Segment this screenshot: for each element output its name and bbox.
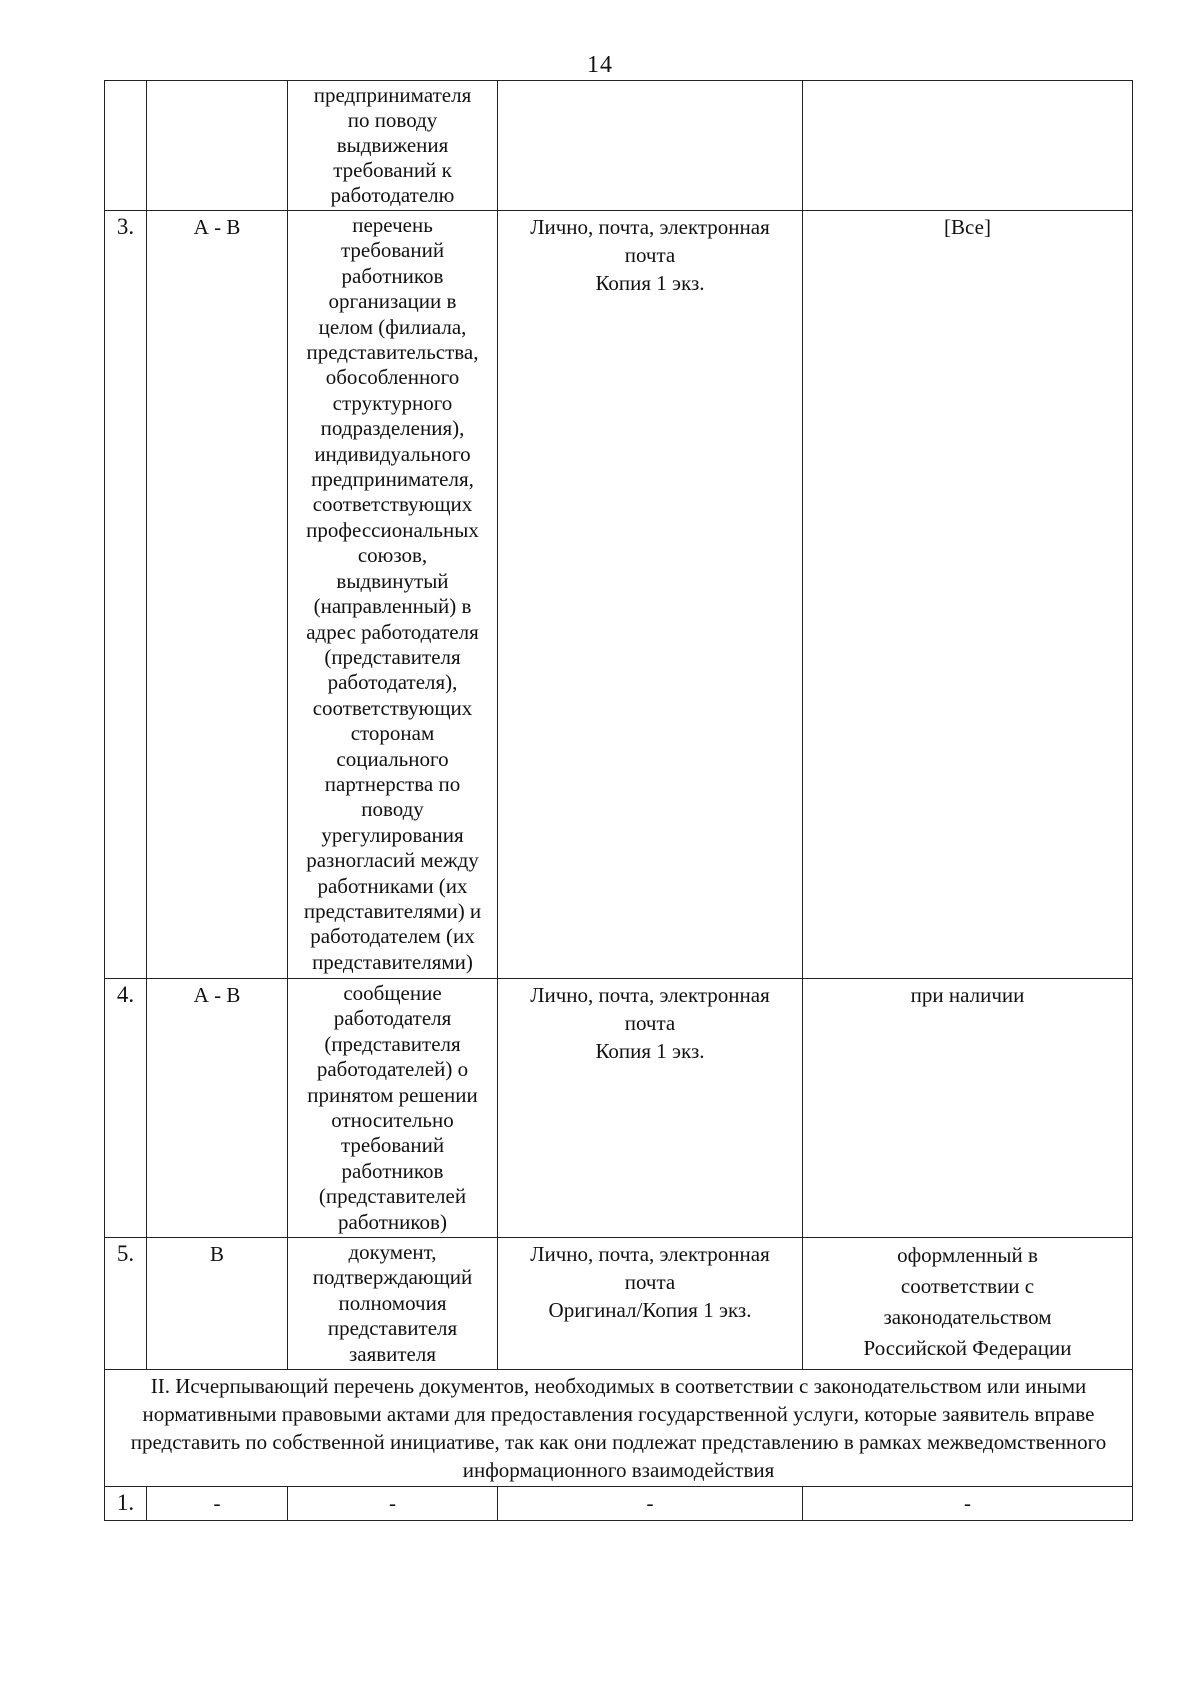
documents-table	[104, 80, 1133, 1521]
submission-method: Лично, почта, электронная почта Копия 1 экз.	[498, 979, 803, 1238]
section-row	[105, 1370, 1133, 1487]
submission-method: Лично, почта, электронная почта Оригинал/Копия 1 экз.	[498, 1238, 803, 1370]
row-number: 4.	[105, 979, 147, 1238]
table-row	[105, 1487, 1133, 1521]
document-name: предпринимателя по поводу выдвижения требований к работодателю	[288, 81, 498, 211]
submission-method: Лично, почта, электронная почта Копия 1 экз.	[498, 211, 803, 979]
applicant-category: А - В	[147, 211, 288, 979]
applicant-category: В	[147, 1238, 288, 1370]
document-name: перечень требований работников организации в целом (филиала, представительства, обособленного структурного подразделения), индивидуального предпринимателя, соответствующих профессиональных союзов, выдвинутый (направленный) в адрес работодателя (представителя работодателя), соответствующих сторонам социального партнерства по поводу урегулирования разногласий между работниками (их представителями) и работодателем (их представителями)	[288, 211, 498, 979]
row-number: 3.	[105, 211, 147, 979]
submission-method	[498, 81, 803, 211]
document-name: -	[288, 1487, 498, 1521]
document-name: сообщение работодателя (представителя работодателей) о принятом решении относительно требований работников (представителей работников)	[288, 979, 498, 1238]
table-row	[105, 1238, 1133, 1370]
row-number: 1.	[105, 1487, 147, 1521]
document-name: документ, подтверждающий полномочия представителя заявителя	[288, 1238, 498, 1370]
submission-method: -	[498, 1487, 803, 1521]
section-2-heading: II. Исчерпывающий перечень документов, необходимых в соответствии с законодательством или иными нормативными правовыми актами для предоставления государственной услуги, которые заявитель вправе представить по собственной инициативе, так как они подлежат представлению в рамках межведомственного информационного взаимодействия	[105, 1370, 1133, 1487]
table-row	[105, 81, 1133, 211]
document-note: при наличии	[803, 979, 1133, 1238]
document-note	[803, 81, 1133, 211]
document-note: [Все]	[803, 211, 1133, 979]
table-row	[105, 211, 1133, 979]
row-number	[105, 81, 147, 211]
document-note: -	[803, 1487, 1133, 1521]
row-number: 5.	[105, 1238, 147, 1370]
applicant-category	[147, 81, 288, 211]
page-number: 14	[587, 52, 613, 78]
applicant-category: А - В	[147, 979, 288, 1238]
table-row	[105, 979, 1133, 1238]
document-note: оформленный в соответствии с законодательством Российской Федерации	[803, 1238, 1133, 1370]
applicant-category: -	[147, 1487, 288, 1521]
